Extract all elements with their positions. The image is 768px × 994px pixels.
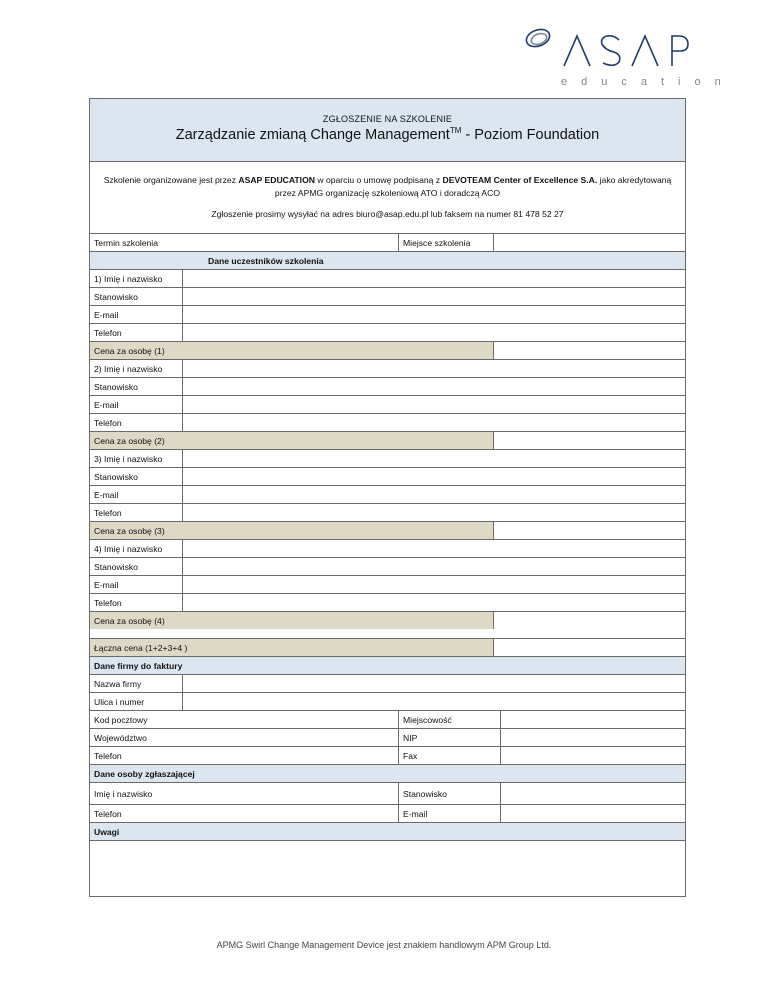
remarks-header-row (90, 822, 685, 840)
participant-1-email-field[interactable] (183, 306, 687, 323)
intro-org: ASAP EDUCATION (238, 175, 315, 185)
company-nip-label: NIP (399, 729, 501, 746)
company-fax-label: Fax (399, 747, 501, 764)
participant-3-name-label: 3) Imię i nazwisko (90, 450, 183, 467)
company-postal-row (90, 710, 685, 728)
trademark-sign: TM (449, 126, 462, 135)
company-region-row (90, 728, 685, 746)
contact-text: Zgłoszenie prosimy wysyłać na adres biuro@asap.edu.pl lub faksem na numer 81 478 52 27 (211, 209, 564, 219)
participant-4-name-label: 4) Imię i nazwisko (90, 540, 183, 557)
company-name-row (90, 674, 685, 692)
company-street-label: Ulica i numer (90, 693, 183, 710)
participant-4-email-label: E-mail (90, 576, 183, 593)
participant-2-phone-row (90, 413, 685, 431)
applicant-email-field[interactable] (501, 805, 687, 822)
asap-logo (522, 24, 735, 88)
participant-4-phone-label: Telefon (90, 594, 183, 611)
participant-4-position-row (90, 557, 685, 575)
participant-2-position-row (90, 377, 685, 395)
applicant-name-row (90, 782, 685, 804)
participant-2-email-row (90, 395, 685, 413)
title-text: Zarządzanie zmianą Change Management (175, 126, 450, 143)
registration-form (89, 98, 686, 897)
participant-2-price-label: Cena za osobę (2) (90, 432, 494, 449)
participant-1-phone-field[interactable] (183, 324, 687, 341)
total-label: Łączna cena (1+2+3+4 ) (90, 639, 494, 656)
company-fax-field[interactable] (501, 747, 687, 764)
training-row (90, 233, 685, 251)
participant-1-price-label: Cena za osobę (1) (90, 342, 494, 359)
participant-2-email-field[interactable] (183, 396, 687, 413)
company-phone-row (90, 746, 685, 764)
participant-3-email-row (90, 485, 685, 503)
participant-1-position-row (90, 287, 685, 305)
title-suffix: - Poziom Foundation (461, 126, 600, 143)
applicant-name-label: Imię i nazwisko (90, 783, 399, 804)
participant-4-phone-field[interactable] (183, 594, 687, 611)
asap-logo-mark (522, 24, 692, 70)
participant-1-email-row (90, 305, 685, 323)
remarks-field[interactable] (90, 840, 685, 897)
form-small-title: ZGŁOSZENIE NA SZKOLENIE (322, 114, 453, 124)
participant-2-position-field[interactable] (183, 378, 687, 395)
training-place-label: Miejsce szkolenia (399, 234, 494, 251)
company-header: Dane firmy do faktury (94, 661, 183, 671)
company-city-field[interactable] (501, 711, 687, 728)
training-place-field[interactable] (494, 234, 687, 251)
company-street-field[interactable] (183, 693, 687, 710)
participant-1-price-row (90, 341, 685, 359)
training-date-label: Termin szkolenia (90, 234, 399, 251)
company-name-field[interactable] (183, 675, 687, 692)
participant-3-position-field[interactable] (183, 468, 687, 485)
participant-3-email-label: E-mail (90, 486, 183, 503)
applicant-header-row (90, 764, 685, 782)
participant-2-email-label: E-mail (90, 396, 183, 413)
company-postal-label: Kod pocztowy (90, 711, 399, 728)
participant-4-name-row (90, 539, 685, 557)
participant-2-name-label: 2) Imię i nazwisko (90, 360, 183, 377)
company-phone-label: Telefon (90, 747, 399, 764)
applicant-position-field[interactable] (501, 783, 687, 804)
participant-2-phone-label: Telefon (90, 414, 183, 431)
participant-4-price-label: Cena za osobę (4) (90, 612, 494, 629)
participant-4-position-field[interactable] (183, 558, 687, 575)
intro-text (98, 174, 677, 199)
participant-1-name-field[interactable] (183, 270, 687, 287)
participant-3-phone-row (90, 503, 685, 521)
participant-1-name-row (90, 269, 685, 287)
applicant-email-label: E-mail (399, 805, 501, 822)
participant-2-phone-field[interactable] (183, 414, 687, 431)
intro-part3: jako akredytowaną przez APMG organizację szkoleniową ATO i doradczą ACO (274, 175, 672, 198)
applicant-phone-label: Telefon (90, 805, 399, 822)
participant-4-phone-row (90, 593, 685, 611)
remarks-label: Uwagi (94, 827, 120, 837)
participant-1-phone-label: Telefon (90, 324, 183, 341)
total-field[interactable] (494, 639, 687, 656)
participant-4-price-field[interactable] (494, 612, 687, 629)
participant-1-email-label: E-mail (90, 306, 183, 323)
company-header-row (90, 656, 685, 674)
participant-1-price-field[interactable] (494, 342, 687, 359)
intro-partner: DEVOTEAM Center of Excellence S.A. (442, 175, 598, 185)
intro-part2: w oparciu o umowę podpisaną z (314, 175, 443, 185)
participant-1-phone-row (90, 323, 685, 341)
intro-part1: Szkolenie organizowane jest przez (103, 175, 239, 185)
participant-3-phone-label: Telefon (90, 504, 183, 521)
participant-3-email-field[interactable] (183, 486, 687, 503)
applicant-phone-row (90, 804, 685, 822)
participant-2-position-label: Stanowisko (90, 378, 183, 395)
participant-3-price-label: Cena za osobę (3) (90, 522, 494, 539)
company-region-label: Województwo (90, 729, 399, 746)
participant-3-position-label: Stanowisko (90, 468, 183, 485)
participant-2-name-field[interactable] (183, 360, 687, 377)
participants-header: Dane uczestników szkolenia (208, 256, 324, 266)
participant-1-name-label: 1) Imię i nazwisko (90, 270, 183, 287)
participant-2-price-field[interactable] (494, 432, 687, 449)
applicant-position-label: Stanowisko (399, 783, 501, 804)
participant-4-email-row (90, 575, 685, 593)
participant-3-price-row (90, 521, 685, 539)
company-street-row (90, 692, 685, 710)
company-name-label: Nazwa firmy (90, 675, 183, 692)
participant-4-email-field[interactable] (183, 576, 687, 593)
participant-4-position-label: Stanowisko (90, 558, 183, 575)
participant-1-position-field[interactable] (183, 288, 687, 305)
total-row (90, 638, 685, 656)
participant-1-position-label: Stanowisko (90, 288, 183, 305)
participant-3-price-field[interactable] (494, 522, 687, 539)
participant-3-name-row (90, 449, 685, 467)
participant-2-price-row (90, 431, 685, 449)
applicant-header: Dane osoby zgłaszającej (94, 769, 195, 779)
company-city-label: Miejscowość (399, 711, 501, 728)
participant-3-phone-field[interactable] (183, 504, 687, 521)
participant-3-position-row (90, 467, 685, 485)
participants-header-row (90, 251, 685, 269)
form-header (90, 99, 685, 162)
form-title (90, 126, 685, 143)
footer-note: APMG Swirl Change Management Device jest znakiem handlowym APM Group Ltd. (216, 940, 552, 950)
participant-2-name-row (90, 359, 685, 377)
participant-4-price-row (90, 611, 685, 629)
logo-subtitle: education (561, 76, 735, 88)
participant-4-name-field[interactable] (183, 540, 687, 557)
participant-3-name-field[interactable] (183, 450, 687, 467)
company-nip-field[interactable] (501, 729, 687, 746)
